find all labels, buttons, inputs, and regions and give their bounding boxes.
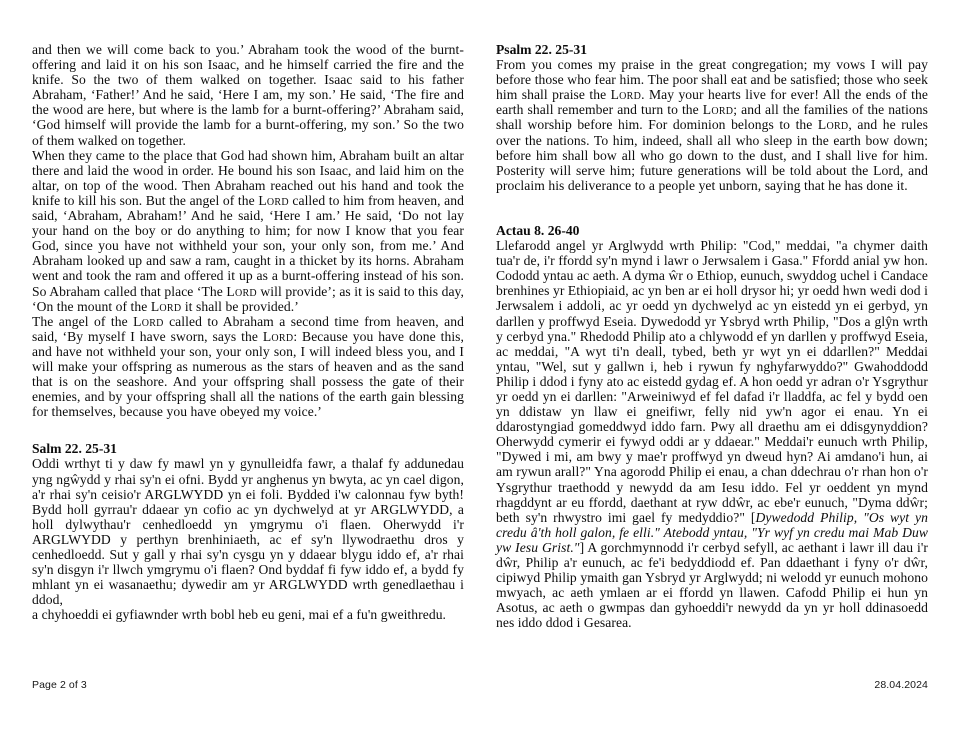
psalm-text-3: ; and all the families of the nations shall worship before him. For dominion belongs to the: [496, 102, 929, 133]
psalm-text-4: , and he rules over the nations. To him, indeed, shall all who sleep in the earth bow down; before him shall bow all who go down to the dust, and I shall live for him. Posterity will serve him; future generations will be told about the Lord, and proclaim his deliverance to a people yet unborn, saying that he has done it.: [496, 117, 928, 193]
psalm-text-2: . May your hearts live for ever! All the ends of the earth shall remember and turn to the: [496, 87, 928, 118]
genesis-p2-text-3: will provide’; as it is said to this day, ‘On the mount of the: [32, 283, 464, 314]
psalm-body: [496, 57, 928, 193]
two-column-body: [32, 42, 928, 642]
left-column: [32, 42, 464, 642]
psalm-text-1: From you comes my praise in the great congregation; my vows I will pay before those who fear him. The poor shall eat and be satisfied; those who seek him shall praise the: [496, 57, 928, 103]
genesis-p2-text-1: When they came to the place that God had shown him, Abraham built an altar there and laid the wood in order. He bound his son Isaac, and laid him on the altar, on top of the wood. Then Abraham reached out his hand and took the knife to kill his son. But the angel of the: [32, 147, 464, 208]
actau-heading: Actau 8. 26-40: [496, 222, 580, 238]
psalm-heading: Psalm 22. 25-31: [496, 42, 587, 57]
salm-last-line: a chyhoeddi ei gyfiawnder wrth bobl heb eu geni, mai ef a fu'n gweithredu.: [32, 607, 447, 623]
actau-italic-insert: Dywedodd Philip, "Os wyt yn credu â'th holl galon, fe elli." Atebodd yntau, "Yr wyf yn credu mai Mab Duw yw Iesu Grist.": [496, 509, 928, 555]
genesis-p3-text-2: called to Abraham a second time from heaven, and said, ‘By myself I have sworn, says the: [32, 313, 464, 344]
actau-body: [496, 238, 928, 630]
lord-small-caps: Lord: [133, 313, 164, 329]
genesis-p2-text-4: it shall be provided.’: [181, 298, 299, 314]
footer-date: 28.04.2024: [874, 679, 928, 691]
genesis-p2-text-2: called to him from heaven, and said, ‘Abraham, Abraham!’ And he said, ‘Here I am.’ He said, ‘Do not lay your hand on the boy or do anything to him; for now I know that you fear God, since you have not withheld your son, your only son, from me.’ And Abraham looked up and saw a ram, caught in a thicket by its horns. Abraham went and took the ram and offered it up as a burnt-offering instead of his son. So Abraham called that place ‘The: [32, 192, 464, 299]
lord-small-caps: Lord: [150, 298, 182, 314]
section-spacer: [496, 193, 928, 223]
genesis-paragraph-1: and then we will come back to you.’ Abraham took the wood of the burnt-offering and laid it on his son Isaac, and he himself carried the fire and the knife. So the two of them walked on together. Isaac said to his father Abraham, ‘Father!’ And he said, ‘Here I am, my son.’ He said, ‘The fire and the wood are here, but where is the lamb for a burnt-offering?’ Abraham said, ‘God himself will provide the lamb for a burnt-offering, my son.’ So the two of them walked on together.: [32, 42, 464, 148]
footer-page-number: Page 2 of 3: [32, 679, 87, 691]
section-spacer: [32, 419, 464, 441]
lord-small-caps: Lord: [702, 102, 734, 118]
right-column: [496, 42, 928, 642]
actau-text-1: Llefarodd angel yr Arglwydd wrth Philip: "Cod," meddai, "a chymer daith tua'r de, i'r ffordd sy'n mynd i lawr o Jerwsalem i Gasa." Ffordd anial yw hon. Cododd yntau ac aeth. A dyma ŵr o Ethiop, eunuch, swyddog uchel i Candace brenhines yr Ethiopiaid, ac yn ben ar ei holl drysor hi; yr oedd hwn wedi dod i Jerwsalem i addoli, ac yr oedd yn dychwelyd ac yn eistedd yn ei gerbyd, yn darllen y proffwyd Eseia. Dywedodd yr Ysbryd wrth Philip, "Dos a glŷn wrth y cerbyd yna." Rhedodd Philip ato a chlywodd ef yn darllen y proffwyd Eseia, ac meddai, "A wyt ti'n deall, tybed, beth yr wyt yn ei ddarllen?" Meddai yntau, "Wel, sut y gallwn i, heb i rywun fy nghyfarwyddo?" Gwahoddodd Philip i ddod i fyny ato ac eistedd gydag ef. A hon oedd yr adran o'r Ysgrythur yr oedd yn ei darllen: "Arweiniwyd ef fel dafad i'r lladdfa, ac fel y bydd oen yn ddistaw yn llaw ei gneifiwr, felly nid yw'n agor ei enau. Yn ei ddarostyngiad gomeddwyd iddo farn. Pwy all draethu am ei ddisgynyddion? Oherwydd cymerir ei fywyd oddi ar y ddaear." Meddai'r eunuch wrth Philip, "Dywed i mi, am bwy y mae'r proffwyd yn dweud hyn? Ai amdano'i hun, ai am rywun arall?" Yna agorodd Philip ei enau, a chan ddechrau o'r rhan hon o'r Ysgrythur traethodd y newydd da am Iesu iddo. Fel yr oeddent yn mynd rhagddynt ar eu ffordd, daethant at ryw ddŵr, ac ebe'r eunuch, "Dyma ddŵr; beth sy'n rhwystro imi gael fy medyddio?" [: [496, 238, 928, 525]
salm-heading: Salm 22. 25-31: [32, 441, 117, 457]
lord-small-caps: Lord: [262, 328, 294, 344]
genesis-paragraph-3: [32, 314, 464, 420]
genesis-p3-text-1: The angel of the: [32, 313, 134, 329]
lord-small-caps: Lord: [610, 87, 642, 103]
genesis-paragraph-2: [32, 148, 464, 314]
lord-small-caps: Lord: [817, 117, 849, 133]
lord-small-caps: Lord: [258, 192, 289, 208]
lord-small-caps: Lord: [226, 283, 257, 299]
actau-text-2: ] A gorchmynnodd i'r cerbyd sefyll, ac aethant i lawr ill dau i'r dŵr, Philip a'r eunuch, ac fe'i bedyddiodd ef. Pan ddaethant i fyny o'r dŵr, cipiwyd Philip ymaith gan Ysbryd yr Arglwydd; ni welodd yr eunuch mohono mwyach, ac aeth ymlaen ar ei ffordd yn llawen. Cafodd Philip ei hun yn Asotus, ac aeth o gwmpas dan gyhoeddi'r newydd da yn yr holl ddinasoedd nes iddo ddod i Gesarea.: [496, 539, 928, 631]
genesis-p3-text-3: : Because you have done this, and have not withheld your son, your only son, I will indeed bless you, and I will make your offspring as numerous as the stars of heaven and as the sand that is on the seashore. And your offspring shall possess the gate of their enemies, and by your offspring shall all the nations of the earth gain blessing for themselves, because you have obeyed my voice.’: [32, 328, 464, 420]
salm-body: Oddi wrthyt ti y daw fy mawl yn y gynulleidfa fawr, a thalaf fy addunedau yng ngŵydd y rhai sy'n ei ofni. Bydd yr anghenus yn bwyta, ac yn cael digon, a'r rhai sy'n ceisio'r ARGLWYDD yn ei foli. Bydded i'w calonnau fyw byth! Bydd holl gyrrau'r ddaear yn cofio ac yn dychwelyd at yr ARGLWYDD, a holl dylwythau'r cenhedloedd yn ymgrymu o'i flaen. Oherwydd i'r ARGLWYDD y perthyn brenhiniaeth, ac ef sy'n llywodraethu dros y cenhedloedd. Sut y gall y rhai sy'n cysgu yn y ddaear blygu iddo ef, a'r rhai sy'n disgyn i'r llwch ymgrymu o'i flaen? Ond byddaf fi fyw iddo ef, a bydd fy mhlant yn ei wasanaethu; dywedir am yr ARGLWYDD wrth genedlaethau i ddod,: [32, 456, 464, 608]
page-footer: [32, 679, 928, 691]
